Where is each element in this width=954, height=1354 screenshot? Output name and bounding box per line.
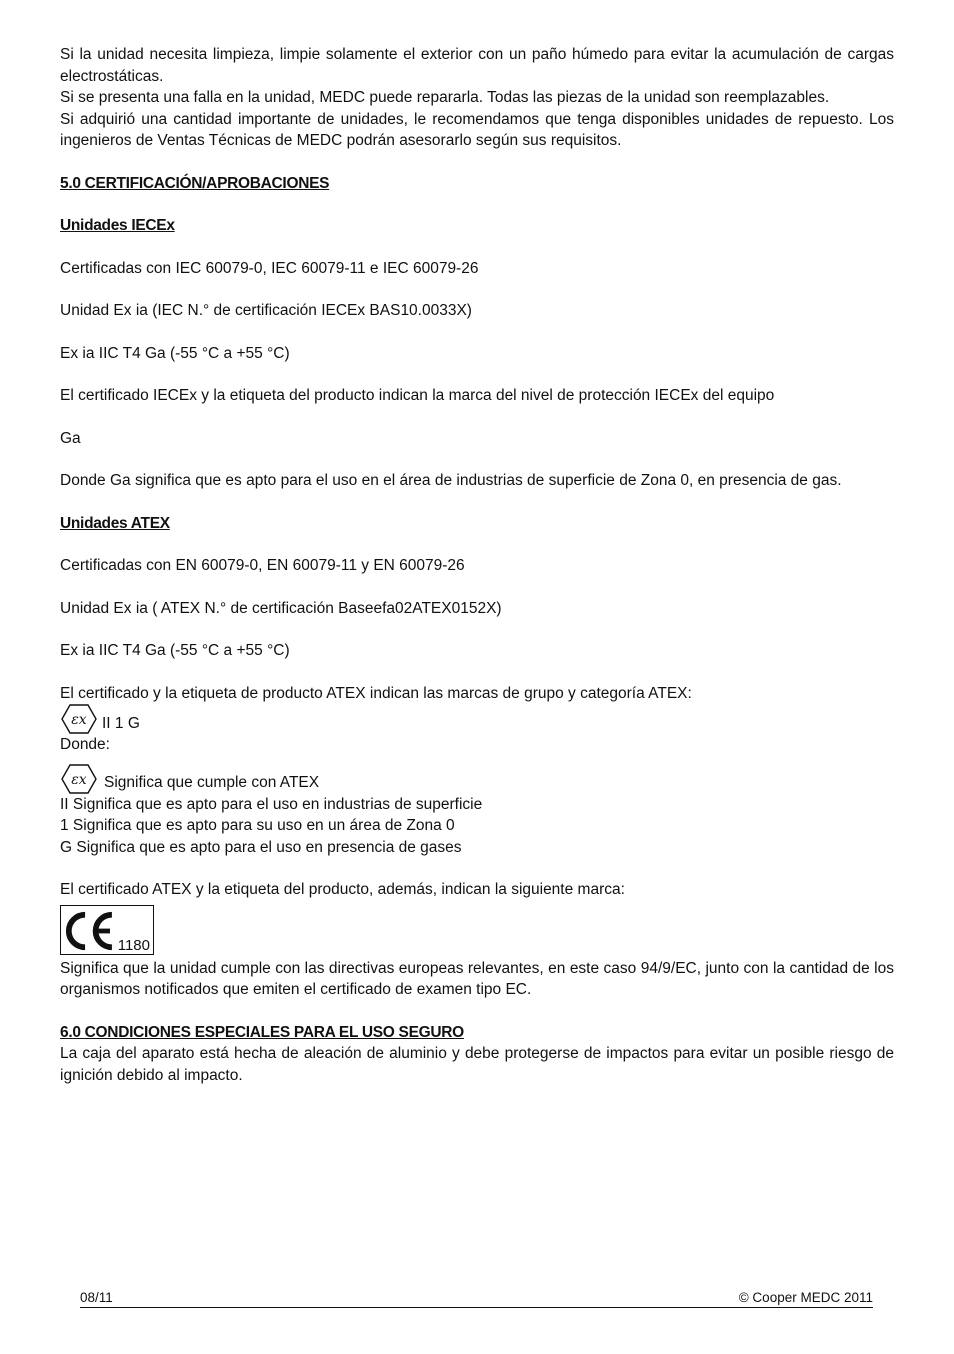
page-footer — [80, 1290, 873, 1308]
section-6-heading: 6.0 CONDICIONES ESPECIALES PARA EL USO SEGURO — [60, 1023, 464, 1041]
section-5-heading: 5.0 CERTIFICACIÓN/APROBACIONES — [60, 174, 330, 192]
footer-copyright: © Cooper MEDC 2011 — [738, 1290, 873, 1305]
atex-label-text: El certificado y la etiqueta de producto ATEX indican las marcas de grupo y categoría ATEX: — [60, 684, 692, 702]
intro-repair: Si se presenta una falla en la unidad, MEDC puede repararla. Todas las piezas de la unidad son reemplazables. — [60, 89, 830, 106]
atex-meaning-ex-row — [60, 764, 894, 794]
atex-certified: Certificadas con EN 60079-0, EN 60079-11 y EN 60079-26 — [60, 557, 465, 574]
ce-number: 1180 — [117, 936, 150, 954]
iecex-heading: Unidades IECEx — [60, 217, 175, 234]
atex-meaning-g: G Significa que es apto para el uso en presencia de gases — [60, 838, 462, 856]
ex-hexagon-icon — [60, 704, 98, 734]
ex-hexagon-icon — [60, 764, 98, 794]
atex-meaning-ii: II Significa que es apto para el uso en industrias de superficie — [60, 795, 483, 813]
atex-group-mark: II 1 G — [102, 714, 140, 732]
document-page — [60, 44, 894, 1086]
iecex-certified: Certificadas con IEC 60079-0, IEC 60079-11 e IEC 60079-26 — [60, 259, 479, 277]
svg-text:εx: εx — [71, 712, 87, 728]
atex-unit: Unidad Ex ia ( ATEX N.° de certificación Baseefa02ATEX0152X) — [60, 599, 502, 617]
atex-donde: Donde: — [60, 736, 110, 753]
atex-marking: Ex ia IIC T4 Ga (-55 °C a +55 °C) — [60, 642, 290, 659]
svg-text:εx: εx — [71, 771, 87, 788]
iecex-epl: Ga — [60, 429, 81, 447]
iecex-unit: Unidad Ex ia (IEC N.° de certificación IECEx BAS10.0033X) — [60, 302, 472, 319]
atex-meaning-1: 1 Significa que es apto para su uso en un área de Zona 0 — [60, 817, 455, 834]
intro-cleaning: Si la unidad necesita limpieza, limpie solamente el exterior con un paño húmedo para evitar la acumulación de cargas electrostáticas. — [60, 46, 894, 85]
atex-heading: Unidades ATEX — [60, 514, 170, 532]
ce-mark-box — [60, 905, 154, 955]
atex-group-mark-row — [60, 704, 894, 734]
atex-ce-meaning: Significa que la unidad cumple con las directivas europeas relevantes, en este caso 94/9/EC, junto con la cantidad de los organismos notificados que emiten el certificado de examen tipo EC. — [60, 959, 894, 998]
atex-meaning-ex: Significa que cumple con ATEX — [104, 774, 320, 791]
ce-mark-icon — [64, 909, 116, 953]
atex-ce-text: El certificado ATEX y la etiqueta del producto, además, indican la siguiente marca: — [60, 881, 625, 898]
footer-date: 08/11 — [80, 1290, 113, 1305]
iecex-label-text: El certificado IECEx y la etiqueta del producto indican la marca del nivel de protección IECEx del equipo — [60, 387, 775, 404]
iecex-marking: Ex ia IIC T4 Ga (-55 °C a +55 °C) — [60, 344, 290, 362]
section-6-text: La caja del aparato está hecha de aleación de aluminio y debe protegerse de impactos para evitar un posible riesgo de ignición debido al impacto. — [60, 1045, 894, 1084]
intro-spares: Si adquirió una cantidad importante de unidades, le recomendamos que tenga disponibles unidades de repuesto. Los ingenieros de Ventas Técnicas de MEDC podrán asesorarlo según sus requisitos. — [60, 110, 894, 149]
iecex-epl-meaning: Donde Ga significa que es apto para el uso en el área de industrias de superficie de Zona 0, en presencia de gas. — [60, 472, 842, 489]
